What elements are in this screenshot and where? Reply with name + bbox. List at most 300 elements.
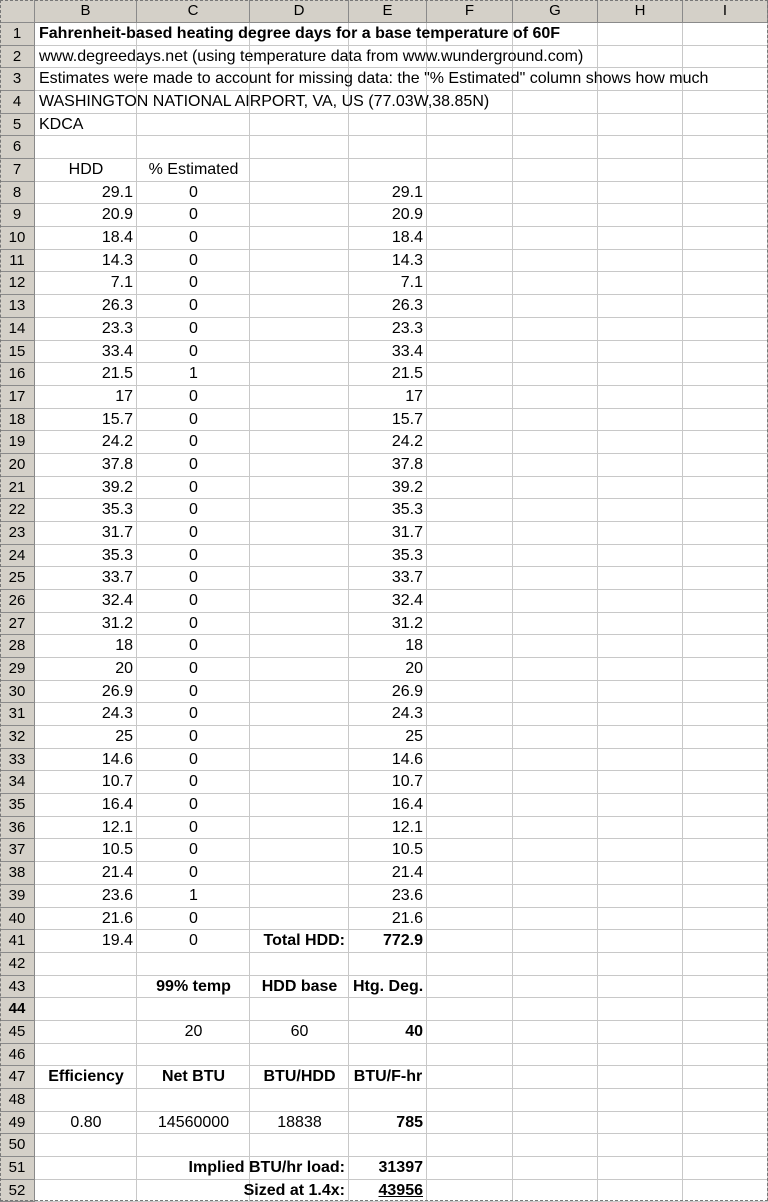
- cell-i50[interactable]: [683, 1134, 768, 1157]
- cell-i23[interactable]: [683, 522, 768, 545]
- cell-h31[interactable]: [598, 703, 683, 726]
- cell-i8[interactable]: [683, 182, 768, 205]
- cell-h8[interactable]: [598, 182, 683, 205]
- cell-d31[interactable]: [250, 703, 349, 726]
- cell-h32[interactable]: [598, 726, 683, 749]
- cell-g48[interactable]: [513, 1089, 598, 1112]
- cell-d17[interactable]: [250, 386, 349, 409]
- cell-f19[interactable]: [427, 431, 513, 454]
- cell-h37[interactable]: [598, 839, 683, 862]
- cell-g15[interactable]: [513, 341, 598, 364]
- row-header-48[interactable]: 48: [0, 1089, 35, 1112]
- cell-i16[interactable]: [683, 363, 768, 386]
- cell-g41[interactable]: [513, 930, 598, 953]
- cell-d25[interactable]: [250, 567, 349, 590]
- row-header-11[interactable]: 11: [0, 250, 35, 273]
- row-header-10[interactable]: 10: [0, 227, 35, 250]
- cell-i7[interactable]: [683, 159, 768, 182]
- cell-h11[interactable]: [598, 250, 683, 273]
- cell-f5[interactable]: [427, 114, 513, 137]
- row-header-30[interactable]: 30: [0, 681, 35, 704]
- select-all-corner[interactable]: [0, 0, 35, 23]
- cell-f10[interactable]: [427, 227, 513, 250]
- cell-e42[interactable]: [349, 953, 427, 976]
- cell-e44[interactable]: [349, 998, 427, 1021]
- cell-e50[interactable]: [349, 1134, 427, 1157]
- cell-g33[interactable]: [513, 749, 598, 772]
- cell-d38[interactable]: [250, 862, 349, 885]
- cell-i45[interactable]: [683, 1021, 768, 1044]
- cell-d37[interactable]: [250, 839, 349, 862]
- cell-g7[interactable]: [513, 159, 598, 182]
- cell-f40[interactable]: [427, 908, 513, 931]
- cell-g42[interactable]: [513, 953, 598, 976]
- cell-f34[interactable]: [427, 771, 513, 794]
- cell-e7[interactable]: [349, 159, 427, 182]
- row-header-19[interactable]: 19: [0, 431, 35, 454]
- cell-h13[interactable]: [598, 295, 683, 318]
- cell-f21[interactable]: [427, 477, 513, 500]
- cell-d14[interactable]: [250, 318, 349, 341]
- row-header-40[interactable]: 40: [0, 908, 35, 931]
- cell-i36[interactable]: [683, 817, 768, 840]
- cell-f14[interactable]: [427, 318, 513, 341]
- cell-g36[interactable]: [513, 817, 598, 840]
- cell-h41[interactable]: [598, 930, 683, 953]
- cell-f28[interactable]: [427, 635, 513, 658]
- cell-b6[interactable]: [35, 136, 137, 159]
- cell-d36[interactable]: [250, 817, 349, 840]
- cell-i19[interactable]: [683, 431, 768, 454]
- cell-d48[interactable]: [250, 1089, 349, 1112]
- cell-h38[interactable]: [598, 862, 683, 885]
- cell-h23[interactable]: [598, 522, 683, 545]
- cell-h35[interactable]: [598, 794, 683, 817]
- row-header-9[interactable]: 9: [0, 204, 35, 227]
- cell-d29[interactable]: [250, 658, 349, 681]
- cell-f23[interactable]: [427, 522, 513, 545]
- cell-g14[interactable]: [513, 318, 598, 341]
- row-header-50[interactable]: 50: [0, 1134, 35, 1157]
- row-header-18[interactable]: 18: [0, 409, 35, 432]
- cell-b51[interactable]: [35, 1157, 137, 1180]
- cell-i41[interactable]: [683, 930, 768, 953]
- cell-f31[interactable]: [427, 703, 513, 726]
- cell-f50[interactable]: [427, 1134, 513, 1157]
- cell-g17[interactable]: [513, 386, 598, 409]
- cell-d32[interactable]: [250, 726, 349, 749]
- row-header-38[interactable]: 38: [0, 862, 35, 885]
- cell-c46[interactable]: [137, 1044, 250, 1067]
- cell-d22[interactable]: [250, 499, 349, 522]
- cell-i40[interactable]: [683, 908, 768, 931]
- row-header-22[interactable]: 22: [0, 499, 35, 522]
- cell-f9[interactable]: [427, 204, 513, 227]
- cell-i28[interactable]: [683, 635, 768, 658]
- cell-f48[interactable]: [427, 1089, 513, 1112]
- cell-d15[interactable]: [250, 341, 349, 364]
- cell-h18[interactable]: [598, 409, 683, 432]
- cell-f46[interactable]: [427, 1044, 513, 1067]
- cell-c48[interactable]: [137, 1089, 250, 1112]
- row-header-16[interactable]: 16: [0, 363, 35, 386]
- cell-h19[interactable]: [598, 431, 683, 454]
- cell-e6[interactable]: [349, 136, 427, 159]
- cell-f26[interactable]: [427, 590, 513, 613]
- row-header-28[interactable]: 28: [0, 635, 35, 658]
- cell-h28[interactable]: [598, 635, 683, 658]
- cell-i32[interactable]: [683, 726, 768, 749]
- cell-i13[interactable]: [683, 295, 768, 318]
- cell-d27[interactable]: [250, 613, 349, 636]
- cell-i5[interactable]: [683, 114, 768, 137]
- cell-g18[interactable]: [513, 409, 598, 432]
- cell-g24[interactable]: [513, 545, 598, 568]
- row-header-51[interactable]: 51: [0, 1157, 35, 1180]
- cell-b42[interactable]: [35, 953, 137, 976]
- cell-h17[interactable]: [598, 386, 683, 409]
- cell-i52[interactable]: [683, 1180, 768, 1202]
- cell-d39[interactable]: [250, 885, 349, 908]
- column-header-e[interactable]: E: [349, 0, 427, 23]
- cell-g31[interactable]: [513, 703, 598, 726]
- cell-d10[interactable]: [250, 227, 349, 250]
- cell-i22[interactable]: [683, 499, 768, 522]
- cell-h47[interactable]: [598, 1066, 683, 1089]
- cell-f24[interactable]: [427, 545, 513, 568]
- row-header-15[interactable]: 15: [0, 341, 35, 364]
- row-header-47[interactable]: 47: [0, 1066, 35, 1089]
- cell-h51[interactable]: [598, 1157, 683, 1180]
- cell-b52[interactable]: [35, 1180, 137, 1202]
- row-header-43[interactable]: 43: [0, 976, 35, 999]
- row-header-52[interactable]: 52: [0, 1180, 35, 1202]
- cell-d11[interactable]: [250, 250, 349, 273]
- cell-i31[interactable]: [683, 703, 768, 726]
- cell-f30[interactable]: [427, 681, 513, 704]
- cell-f52[interactable]: [427, 1180, 513, 1202]
- row-header-44[interactable]: 44: [0, 998, 35, 1021]
- cell-g16[interactable]: [513, 363, 598, 386]
- cell-d35[interactable]: [250, 794, 349, 817]
- cell-g34[interactable]: [513, 771, 598, 794]
- cell-h20[interactable]: [598, 454, 683, 477]
- row-header-25[interactable]: 25: [0, 567, 35, 590]
- cell-f27[interactable]: [427, 613, 513, 636]
- cell-h29[interactable]: [598, 658, 683, 681]
- column-header-b[interactable]: B: [35, 0, 137, 23]
- cell-d42[interactable]: [250, 953, 349, 976]
- cell-g40[interactable]: [513, 908, 598, 931]
- row-header-20[interactable]: 20: [0, 454, 35, 477]
- cell-d19[interactable]: [250, 431, 349, 454]
- cell-d5[interactable]: [250, 114, 349, 137]
- row-header-36[interactable]: 36: [0, 817, 35, 840]
- cell-g22[interactable]: [513, 499, 598, 522]
- cell-c50[interactable]: [137, 1134, 250, 1157]
- row-header-1[interactable]: 1: [0, 23, 35, 46]
- cell-i48[interactable]: [683, 1089, 768, 1112]
- cell-f25[interactable]: [427, 567, 513, 590]
- row-header-3[interactable]: 3: [0, 68, 35, 91]
- cell-h21[interactable]: [598, 477, 683, 500]
- cell-i26[interactable]: [683, 590, 768, 613]
- cell-f39[interactable]: [427, 885, 513, 908]
- cell-i20[interactable]: [683, 454, 768, 477]
- cell-d44[interactable]: [250, 998, 349, 1021]
- row-header-33[interactable]: 33: [0, 749, 35, 772]
- row-header-6[interactable]: 6: [0, 136, 35, 159]
- cell-g46[interactable]: [513, 1044, 598, 1067]
- cell-h12[interactable]: [598, 272, 683, 295]
- cell-g26[interactable]: [513, 590, 598, 613]
- cell-g23[interactable]: [513, 522, 598, 545]
- cell-i42[interactable]: [683, 953, 768, 976]
- cell-b46[interactable]: [35, 1044, 137, 1067]
- row-header-32[interactable]: 32: [0, 726, 35, 749]
- cell-i38[interactable]: [683, 862, 768, 885]
- cell-h43[interactable]: [598, 976, 683, 999]
- cell-d20[interactable]: [250, 454, 349, 477]
- cell-g37[interactable]: [513, 839, 598, 862]
- row-header-42[interactable]: 42: [0, 953, 35, 976]
- row-header-26[interactable]: 26: [0, 590, 35, 613]
- cell-i30[interactable]: [683, 681, 768, 704]
- cell-d33[interactable]: [250, 749, 349, 772]
- row-header-35[interactable]: 35: [0, 794, 35, 817]
- cell-d8[interactable]: [250, 182, 349, 205]
- cell-g29[interactable]: [513, 658, 598, 681]
- column-header-g[interactable]: G: [513, 0, 598, 23]
- cell-d30[interactable]: [250, 681, 349, 704]
- cell-h9[interactable]: [598, 204, 683, 227]
- cell-f36[interactable]: [427, 817, 513, 840]
- cell-g47[interactable]: [513, 1066, 598, 1089]
- cell-g38[interactable]: [513, 862, 598, 885]
- cell-h42[interactable]: [598, 953, 683, 976]
- row-header-27[interactable]: 27: [0, 613, 35, 636]
- cell-f11[interactable]: [427, 250, 513, 273]
- row-header-23[interactable]: 23: [0, 522, 35, 545]
- cell-f15[interactable]: [427, 341, 513, 364]
- cell-f12[interactable]: [427, 272, 513, 295]
- cell-f8[interactable]: [427, 182, 513, 205]
- cell-d21[interactable]: [250, 477, 349, 500]
- cell-b44[interactable]: [35, 998, 137, 1021]
- cell-i25[interactable]: [683, 567, 768, 590]
- cell-h25[interactable]: [598, 567, 683, 590]
- cell-f45[interactable]: [427, 1021, 513, 1044]
- cell-h6[interactable]: [598, 136, 683, 159]
- cell-i35[interactable]: [683, 794, 768, 817]
- row-header-14[interactable]: 14: [0, 318, 35, 341]
- cell-h33[interactable]: [598, 749, 683, 772]
- cell-i46[interactable]: [683, 1044, 768, 1067]
- row-header-12[interactable]: 12: [0, 272, 35, 295]
- cell-b50[interactable]: [35, 1134, 137, 1157]
- cell-d46[interactable]: [250, 1044, 349, 1067]
- cell-g9[interactable]: [513, 204, 598, 227]
- cell-f6[interactable]: [427, 136, 513, 159]
- cell-h49[interactable]: [598, 1112, 683, 1135]
- cell-h46[interactable]: [598, 1044, 683, 1067]
- cell-f17[interactable]: [427, 386, 513, 409]
- row-header-45[interactable]: 45: [0, 1021, 35, 1044]
- cell-g21[interactable]: [513, 477, 598, 500]
- cell-i47[interactable]: [683, 1066, 768, 1089]
- cell-i14[interactable]: [683, 318, 768, 341]
- cell-d28[interactable]: [250, 635, 349, 658]
- cell-f35[interactable]: [427, 794, 513, 817]
- cell-h14[interactable]: [598, 318, 683, 341]
- cell-i21[interactable]: [683, 477, 768, 500]
- cell-g19[interactable]: [513, 431, 598, 454]
- cell-g13[interactable]: [513, 295, 598, 318]
- cell-b45[interactable]: [35, 1021, 137, 1044]
- cell-f13[interactable]: [427, 295, 513, 318]
- cell-h15[interactable]: [598, 341, 683, 364]
- cell-g5[interactable]: [513, 114, 598, 137]
- cell-i33[interactable]: [683, 749, 768, 772]
- row-header-46[interactable]: 46: [0, 1044, 35, 1067]
- cell-f7[interactable]: [427, 159, 513, 182]
- cell-g11[interactable]: [513, 250, 598, 273]
- cell-g43[interactable]: [513, 976, 598, 999]
- cell-f33[interactable]: [427, 749, 513, 772]
- cell-g6[interactable]: [513, 136, 598, 159]
- cell-d6[interactable]: [250, 136, 349, 159]
- cell-h22[interactable]: [598, 499, 683, 522]
- cell-f29[interactable]: [427, 658, 513, 681]
- cell-i24[interactable]: [683, 545, 768, 568]
- cell-f37[interactable]: [427, 839, 513, 862]
- row-header-5[interactable]: 5: [0, 114, 35, 137]
- row-header-29[interactable]: 29: [0, 658, 35, 681]
- cell-g49[interactable]: [513, 1112, 598, 1135]
- cell-d12[interactable]: [250, 272, 349, 295]
- cell-i49[interactable]: [683, 1112, 768, 1135]
- cell-d26[interactable]: [250, 590, 349, 613]
- cell-g25[interactable]: [513, 567, 598, 590]
- cell-i37[interactable]: [683, 839, 768, 862]
- cell-i12[interactable]: [683, 272, 768, 295]
- column-header-c[interactable]: C: [137, 0, 250, 23]
- cell-d34[interactable]: [250, 771, 349, 794]
- cell-e5[interactable]: [349, 114, 427, 137]
- row-header-34[interactable]: 34: [0, 771, 35, 794]
- cell-g45[interactable]: [513, 1021, 598, 1044]
- cell-f41[interactable]: [427, 930, 513, 953]
- cell-h36[interactable]: [598, 817, 683, 840]
- cell-d50[interactable]: [250, 1134, 349, 1157]
- column-header-d[interactable]: D: [250, 0, 349, 23]
- cell-g52[interactable]: [513, 1180, 598, 1202]
- cell-h16[interactable]: [598, 363, 683, 386]
- cell-e48[interactable]: [349, 1089, 427, 1112]
- cell-g27[interactable]: [513, 613, 598, 636]
- cell-h26[interactable]: [598, 590, 683, 613]
- cell-h39[interactable]: [598, 885, 683, 908]
- cell-f18[interactable]: [427, 409, 513, 432]
- row-header-49[interactable]: 49: [0, 1112, 35, 1135]
- cell-h50[interactable]: [598, 1134, 683, 1157]
- cell-c42[interactable]: [137, 953, 250, 976]
- cell-h10[interactable]: [598, 227, 683, 250]
- cell-h44[interactable]: [598, 998, 683, 1021]
- cell-c44[interactable]: [137, 998, 250, 1021]
- cell-d13[interactable]: [250, 295, 349, 318]
- column-header-h[interactable]: H: [598, 0, 683, 23]
- cell-i6[interactable]: [683, 136, 768, 159]
- cell-d23[interactable]: [250, 522, 349, 545]
- cell-f44[interactable]: [427, 998, 513, 1021]
- cell-i27[interactable]: [683, 613, 768, 636]
- row-header-4[interactable]: 4: [0, 91, 35, 114]
- cell-g10[interactable]: [513, 227, 598, 250]
- cell-g8[interactable]: [513, 182, 598, 205]
- cell-i29[interactable]: [683, 658, 768, 681]
- cell-h7[interactable]: [598, 159, 683, 182]
- cell-h52[interactable]: [598, 1180, 683, 1202]
- row-header-7[interactable]: 7: [0, 159, 35, 182]
- cell-h45[interactable]: [598, 1021, 683, 1044]
- cell-g28[interactable]: [513, 635, 598, 658]
- row-header-41[interactable]: 41: [0, 930, 35, 953]
- cell-f51[interactable]: [427, 1157, 513, 1180]
- cell-h30[interactable]: [598, 681, 683, 704]
- row-header-17[interactable]: 17: [0, 386, 35, 409]
- cell-h24[interactable]: [598, 545, 683, 568]
- row-header-31[interactable]: 31: [0, 703, 35, 726]
- cell-f20[interactable]: [427, 454, 513, 477]
- cell-h48[interactable]: [598, 1089, 683, 1112]
- column-header-f[interactable]: F: [427, 0, 513, 23]
- cell-i18[interactable]: [683, 409, 768, 432]
- cell-i51[interactable]: [683, 1157, 768, 1180]
- cell-b48[interactable]: [35, 1089, 137, 1112]
- row-header-24[interactable]: 24: [0, 545, 35, 568]
- cell-d9[interactable]: [250, 204, 349, 227]
- cell-f38[interactable]: [427, 862, 513, 885]
- row-header-39[interactable]: 39: [0, 885, 35, 908]
- cell-d24[interactable]: [250, 545, 349, 568]
- column-header-i[interactable]: I: [683, 0, 768, 23]
- cell-g50[interactable]: [513, 1134, 598, 1157]
- cell-i44[interactable]: [683, 998, 768, 1021]
- cell-f32[interactable]: [427, 726, 513, 749]
- cell-h40[interactable]: [598, 908, 683, 931]
- cell-i10[interactable]: [683, 227, 768, 250]
- cell-g35[interactable]: [513, 794, 598, 817]
- cell-f16[interactable]: [427, 363, 513, 386]
- row-header-2[interactable]: 2: [0, 46, 35, 69]
- cell-g32[interactable]: [513, 726, 598, 749]
- row-header-13[interactable]: 13: [0, 295, 35, 318]
- cell-i9[interactable]: [683, 204, 768, 227]
- cell-d7[interactable]: [250, 159, 349, 182]
- cell-i15[interactable]: [683, 341, 768, 364]
- cell-g20[interactable]: [513, 454, 598, 477]
- cell-f47[interactable]: [427, 1066, 513, 1089]
- cell-e46[interactable]: [349, 1044, 427, 1067]
- cell-g30[interactable]: [513, 681, 598, 704]
- cell-f42[interactable]: [427, 953, 513, 976]
- cell-c5[interactable]: [137, 114, 250, 137]
- cell-i39[interactable]: [683, 885, 768, 908]
- cell-i11[interactable]: [683, 250, 768, 273]
- row-header-37[interactable]: 37: [0, 839, 35, 862]
- cell-f43[interactable]: [427, 976, 513, 999]
